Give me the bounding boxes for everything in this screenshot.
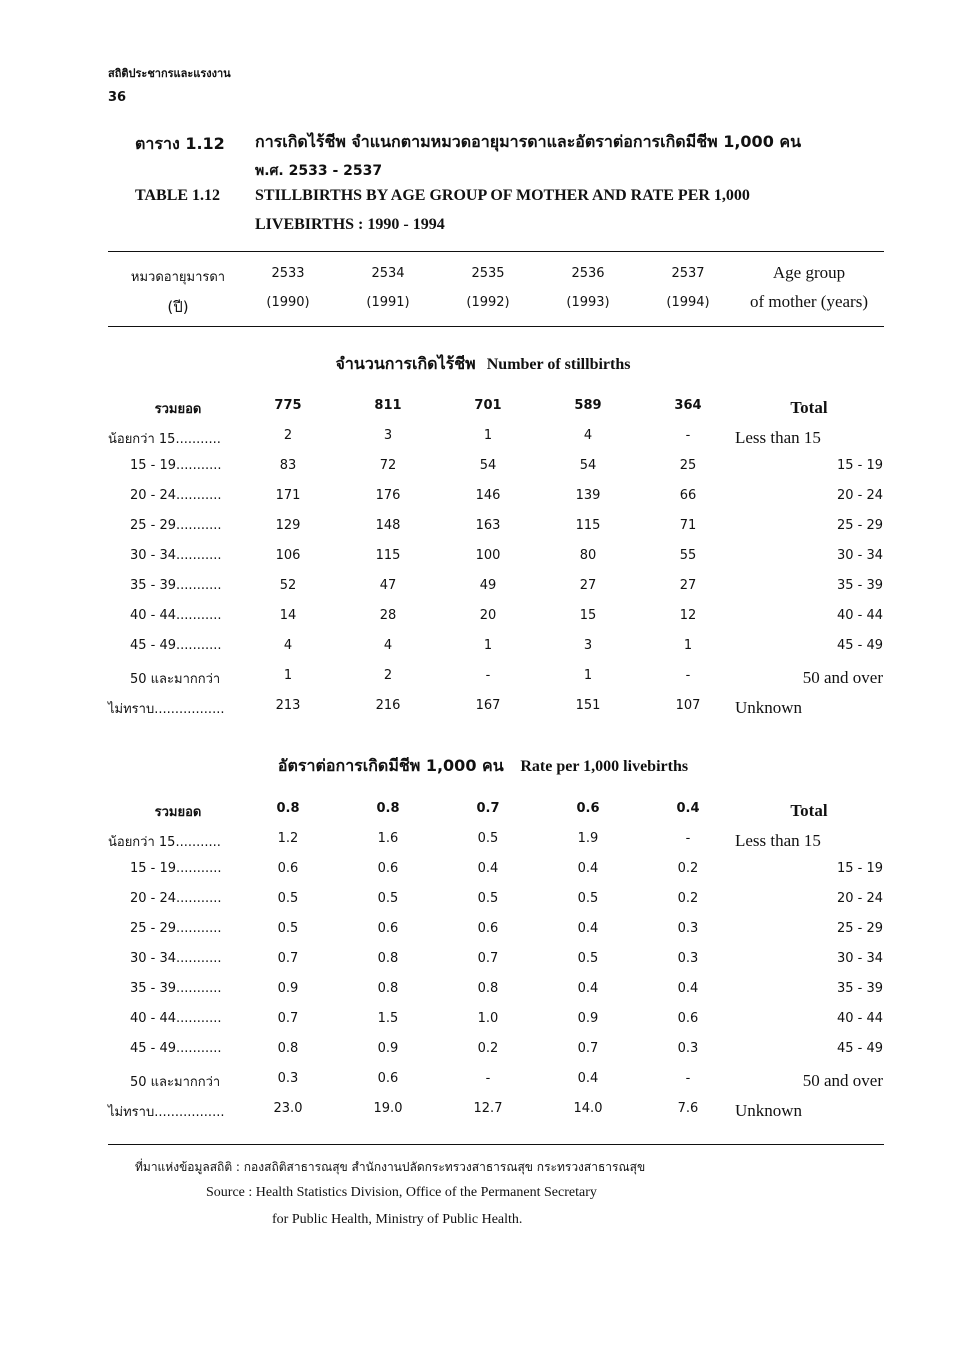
table-cell: 0.9 — [377, 1041, 399, 1056]
table-cell: 0.2 — [677, 861, 699, 876]
table-cell: 364 — [674, 398, 702, 413]
table-label-th: ตาราง 1.12 — [135, 134, 225, 153]
top-rule — [108, 251, 884, 252]
section-title-en: Number of stillbirths — [486, 356, 631, 373]
row-label-en: Unknown — [735, 1101, 803, 1120]
row-label-th: 45 - 49........... — [130, 1041, 222, 1056]
table-cell: 0.6 — [377, 1071, 399, 1086]
table-cell: 0.9 — [577, 1011, 599, 1026]
table-cell: 0.7 — [277, 951, 299, 966]
table-cell: 23.0 — [273, 1101, 303, 1116]
table-cell: 0.7 — [477, 951, 499, 966]
table-cell: 12 — [679, 608, 697, 623]
table-cell: 47 — [379, 578, 397, 593]
table-cell: 0.7 — [476, 801, 500, 816]
table-cell: 1.6 — [377, 831, 399, 846]
table-cell: 0.4 — [577, 981, 599, 996]
table-cell: 115 — [575, 518, 601, 533]
table-cell: 0.4 — [577, 921, 599, 936]
col-head-age-th: หมวดอายุมารดา — [130, 270, 226, 285]
table-cell: 0.5 — [377, 891, 399, 906]
table-cell: 701 — [474, 398, 502, 413]
row-label-th: น้อยกว่า 15........... — [108, 835, 221, 850]
header-rule — [108, 326, 884, 327]
table-cell: 589 — [574, 398, 602, 413]
table-cell: 0.4 — [477, 861, 499, 876]
row-label-th: ไม่ทราบ................. — [108, 702, 225, 717]
table-row — [0, 1041, 966, 1071]
row-label-en: 50 and over — [802, 668, 883, 687]
table-cell: 83 — [279, 458, 297, 473]
table-cell: 1 — [583, 668, 593, 683]
table-cell: 66 — [679, 488, 697, 503]
table-row — [0, 921, 966, 951]
col-head-age-en: Age group — [772, 263, 846, 282]
page-number: 36 — [108, 90, 127, 105]
table-cell: 0.6 — [377, 861, 399, 876]
table-row — [0, 1011, 966, 1041]
table-cell: - — [685, 831, 691, 846]
table-cell: 15 — [579, 608, 597, 623]
row-label-th: 15 - 19........... — [130, 861, 222, 876]
row-label-en: 15 - 19 — [836, 861, 883, 876]
row-label-en: 25 - 29 — [836, 921, 883, 936]
source-en-line1: Source : Health Statistics Division, Office of the Permanent Secretary — [206, 1185, 597, 1200]
table-cell: 1.2 — [277, 831, 299, 846]
row-label-en: 30 - 34 — [836, 951, 883, 966]
row-label-th: 40 - 44........... — [130, 1011, 222, 1026]
table-cell: 1.9 — [577, 831, 599, 846]
table-cell: 107 — [675, 698, 701, 713]
table-cell: - — [485, 668, 491, 683]
table-cell: 171 — [275, 488, 301, 503]
source-en-line2: for Public Health, Ministry of Public Health. — [272, 1212, 523, 1227]
table-cell: 775 — [274, 398, 302, 413]
table-row — [0, 608, 966, 638]
table-cell: 139 — [575, 488, 601, 503]
table-cell: 811 — [374, 398, 402, 413]
table-cell: 4 — [283, 638, 293, 653]
row-label-en: Total — [790, 801, 828, 820]
row-label-en: Unknown — [735, 698, 803, 717]
table-cell: 146 — [475, 488, 501, 503]
table-cell: 0.8 — [277, 1041, 299, 1056]
table-cell: - — [685, 1071, 691, 1086]
table-cell: 72 — [379, 458, 397, 473]
table-cell: 0.5 — [577, 951, 599, 966]
row-label-en: 35 - 39 — [836, 981, 883, 996]
row-label-en: 40 - 44 — [836, 1011, 883, 1026]
table-cell: 0.5 — [477, 891, 499, 906]
table-cell: 12.7 — [473, 1101, 503, 1116]
table-cell: 55 — [679, 548, 697, 563]
table-cell: 0.7 — [277, 1011, 299, 1026]
table-cell: 0.8 — [377, 951, 399, 966]
table-row — [0, 458, 966, 488]
row-label-th: 35 - 39........... — [130, 981, 222, 996]
row-label-th: น้อยกว่า 15........... — [108, 432, 221, 447]
row-label-th: 25 - 29........... — [130, 518, 222, 533]
table-cell: 0.8 — [377, 981, 399, 996]
row-label-th: 15 - 19........... — [130, 458, 222, 473]
table-cell: 4 — [383, 638, 393, 653]
table-cell: 1.0 — [477, 1011, 499, 1026]
table-row — [0, 518, 966, 548]
table-cell: 163 — [475, 518, 501, 533]
table-cell: 0.4 — [577, 861, 599, 876]
table-cell: 0.8 — [477, 981, 499, 996]
col-head-2537: 2537 — [671, 266, 705, 281]
table-title-en-line1: STILLBIRTHS BY AGE GROUP OF MOTHER AND RATE PER 1,000 — [255, 187, 750, 204]
table-row — [0, 891, 966, 921]
row-label-th: ไม่ทราบ................. — [108, 1105, 225, 1120]
section-title-stillbirths — [0, 352, 966, 377]
row-label-en: 45 - 49 — [836, 1041, 883, 1056]
table-cell: 0.4 — [676, 801, 700, 816]
col-head-2534: 2534 — [371, 266, 405, 281]
table-cell: 0.6 — [576, 801, 600, 816]
table-cell: 0.6 — [277, 861, 299, 876]
table-cell: 0.9 — [277, 981, 299, 996]
table-cell: 1 — [283, 668, 293, 683]
table-cell: 0.6 — [477, 921, 499, 936]
table-cell: 216 — [375, 698, 401, 713]
row-label-en: 25 - 29 — [836, 518, 883, 533]
table-row — [0, 831, 966, 861]
section-title-th: จำนวนการเกิดไร้ชีพ — [335, 354, 476, 373]
table-cell: 28 — [379, 608, 397, 623]
running-header: สถิติประชากรและแรงงาน — [108, 67, 231, 80]
table-cell: - — [485, 1071, 491, 1086]
table-cell: 167 — [475, 698, 501, 713]
table-cell: 54 — [579, 458, 597, 473]
table-cell: 0.8 — [276, 801, 300, 816]
table-cell: 54 — [479, 458, 497, 473]
table-cell: 80 — [579, 548, 597, 563]
table-row — [0, 801, 966, 831]
table-cell: 0.6 — [377, 921, 399, 936]
col-head-1994: (1994) — [666, 295, 710, 310]
table-cell: 106 — [275, 548, 301, 563]
table-cell: 0.5 — [277, 921, 299, 936]
table-row — [0, 698, 966, 728]
table-cell: 14 — [279, 608, 297, 623]
row-label-th: 50 และมากกว่า — [130, 672, 221, 687]
table-cell: 3 — [383, 428, 393, 443]
table-cell: 0.3 — [277, 1071, 299, 1086]
table-cell: 0.5 — [277, 891, 299, 906]
row-label-en: 20 - 24 — [836, 891, 883, 906]
row-label-th: 20 - 24........... — [130, 488, 222, 503]
table-cell: 7.6 — [677, 1101, 699, 1116]
table-row — [0, 951, 966, 981]
table-row — [0, 981, 966, 1011]
table-cell: 213 — [275, 698, 301, 713]
table-cell: 49 — [479, 578, 497, 593]
table-cell: 176 — [375, 488, 401, 503]
row-label-en: 20 - 24 — [836, 488, 883, 503]
table-years-th: พ.ศ. 2533 - 2537 — [255, 163, 383, 179]
table-label-en: TABLE 1.12 — [135, 187, 221, 204]
table-row — [0, 1071, 966, 1101]
table-cell: 0.3 — [677, 1041, 699, 1056]
table-cell: 0.3 — [677, 921, 699, 936]
table-cell: 0.8 — [376, 801, 400, 816]
table-row — [0, 398, 966, 428]
table-row — [0, 488, 966, 518]
row-label-th: 25 - 29........... — [130, 921, 222, 936]
table-row — [0, 638, 966, 668]
row-label-en: Total — [790, 398, 828, 417]
table-cell: 2 — [283, 428, 293, 443]
table-cell: 0.5 — [477, 831, 499, 846]
table-cell: 129 — [275, 518, 301, 533]
source-th: ที่มาแห่งข้อมูลสถิติ : กองสถิติสาธารณสุข สำนักงานปลัดกระทรวงสาธารณสุข กระทรวงสาธารณสุข — [135, 1160, 646, 1174]
col-head-1990: (1990) — [266, 295, 310, 310]
table-cell: 25 — [679, 458, 697, 473]
table-cell: 19.0 — [373, 1101, 403, 1116]
table-cell: 1 — [683, 638, 693, 653]
table-cell: 0.6 — [677, 1011, 699, 1026]
row-label-th: 50 และมากกว่า — [130, 1075, 221, 1090]
table-row — [0, 668, 966, 698]
table-cell: 0.2 — [477, 1041, 499, 1056]
table-cell: 1 — [483, 638, 493, 653]
col-head-years-unit-th: (ปี) — [167, 298, 189, 316]
row-label-th: 45 - 49........... — [130, 638, 222, 653]
row-label-en: Less than 15 — [735, 831, 821, 850]
table-cell: 4 — [583, 428, 593, 443]
table-cell: 1.5 — [377, 1011, 399, 1026]
row-label-th: 30 - 34........... — [130, 548, 222, 563]
row-label-en: 45 - 49 — [836, 638, 883, 653]
row-label-th: 20 - 24........... — [130, 891, 222, 906]
col-head-2533: 2533 — [271, 266, 305, 281]
table-cell: 2 — [383, 668, 393, 683]
table-row — [0, 578, 966, 608]
section-title-en: Rate per 1,000 livebirths — [520, 758, 689, 775]
bottom-rule — [108, 1144, 884, 1145]
table-cell: 0.5 — [577, 891, 599, 906]
row-label-th: 40 - 44........... — [130, 608, 222, 623]
table-cell: 27 — [679, 578, 697, 593]
table-row — [0, 1101, 966, 1131]
row-label-th: 30 - 34........... — [130, 951, 222, 966]
col-head-2536: 2536 — [571, 266, 605, 281]
table-cell: 1 — [483, 428, 493, 443]
table-title-th: การเกิดไร้ชีพ จำแนกตามหมวดอายุมารดาและอัตราต่อการเกิดมีชีพ 1,000 คน — [255, 132, 802, 151]
section-title-rate — [0, 754, 966, 779]
col-head-2535: 2535 — [471, 266, 505, 281]
table-cell: - — [685, 668, 691, 683]
table-row — [0, 428, 966, 458]
col-head-1993: (1993) — [566, 295, 610, 310]
row-label-en: 40 - 44 — [836, 608, 883, 623]
row-label-en: Less than 15 — [735, 428, 821, 447]
row-label-th: 35 - 39........... — [130, 578, 222, 593]
table-cell: 20 — [479, 608, 497, 623]
section-title-th: อัตราต่อการเกิดมีชีพ 1,000 คน — [277, 756, 504, 775]
row-label-th: รวมยอด — [154, 402, 202, 417]
table-cell: 0.7 — [577, 1041, 599, 1056]
table-row — [0, 548, 966, 578]
table-cell: 0.2 — [677, 891, 699, 906]
col-head-1991: (1991) — [366, 295, 410, 310]
table-cell: 148 — [375, 518, 401, 533]
table-cell: 27 — [579, 578, 597, 593]
table-cell: 71 — [679, 518, 697, 533]
table-cell: - — [685, 428, 691, 443]
table-cell: 0.4 — [677, 981, 699, 996]
table-cell: 3 — [583, 638, 593, 653]
row-label-en: 30 - 34 — [836, 548, 883, 563]
table-cell: 14.0 — [573, 1101, 603, 1116]
table-title-en-line2: LIVEBIRTHS : 1990 - 1994 — [255, 216, 445, 233]
table-row — [0, 861, 966, 891]
col-head-1992: (1992) — [466, 295, 510, 310]
table-cell: 52 — [279, 578, 297, 593]
row-label-en: 15 - 19 — [836, 458, 883, 473]
row-label-th: รวมยอด — [154, 805, 202, 820]
row-label-en: 35 - 39 — [836, 578, 883, 593]
table-cell: 0.4 — [577, 1071, 599, 1086]
table-cell: 151 — [575, 698, 601, 713]
table-cell: 100 — [475, 548, 501, 563]
col-head-years-en: of mother (years) — [749, 292, 868, 311]
row-label-en: 50 and over — [802, 1071, 883, 1090]
table-cell: 0.3 — [677, 951, 699, 966]
table-cell: 115 — [375, 548, 401, 563]
